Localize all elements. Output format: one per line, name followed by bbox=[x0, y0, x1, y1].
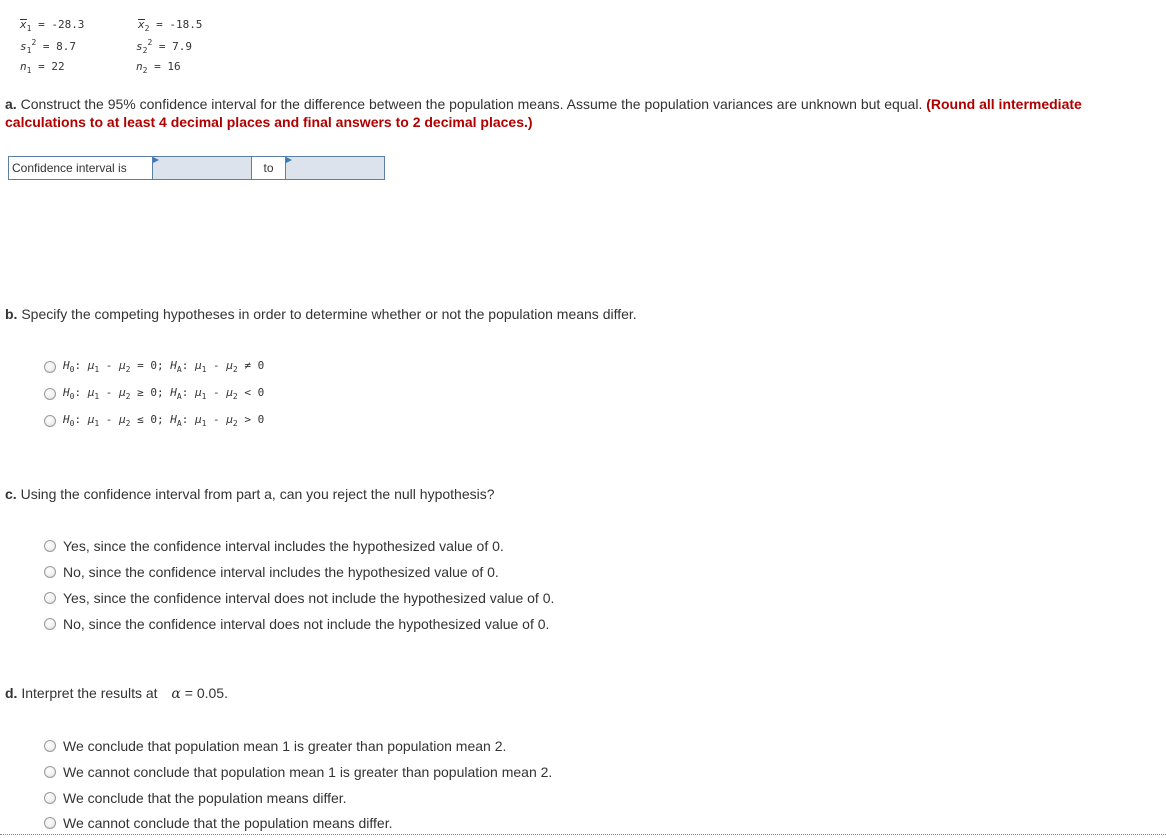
hypothesis-option-2[interactable] bbox=[44, 386, 264, 401]
s1-stat: $s_1^2 = 8.7$ bbox=[20, 38, 77, 55]
part-c-option-3[interactable]: Yes, since the confidence interval does not include the hypothesized value of 0. bbox=[44, 590, 554, 606]
part-c-option-1[interactable]: Yes, since the confidence interval includes the hypothesized value of 0. bbox=[44, 538, 504, 554]
part-a-question: a. Construct the 95% confidence interval for the difference between the population means. Assume the population variances are unknown but equal. (Round all intermediate calculations to at least 4 decimal places and final answers to 2 decimal places.) bbox=[5, 96, 1082, 130]
part-b-question: b. Specify the competing hypotheses in order to determine whether or not the population means differ. bbox=[5, 306, 637, 322]
part-c-option-2[interactable]: No, since the confidence interval includes the hypothesized value of 0. bbox=[44, 564, 499, 580]
part-c-question: c. Using the confidence interval from part a, can you reject the null hypothesis? bbox=[5, 486, 495, 502]
radio-button[interactable] bbox=[44, 592, 56, 604]
n2-stat: $n_2 = 16$ bbox=[136, 60, 181, 75]
ci-upper-input[interactable] bbox=[286, 157, 384, 179]
part-d-option-2[interactable]: We cannot conclude that population mean 1 is greater than population mean 2. bbox=[44, 764, 552, 780]
radio-button[interactable] bbox=[44, 540, 56, 552]
radio-button[interactable] bbox=[44, 817, 56, 829]
part-d-option-1[interactable]: We conclude that population mean 1 is greater than population mean 2. bbox=[44, 738, 506, 754]
bottom-divider bbox=[0, 834, 1166, 835]
hypothesis-option-3[interactable] bbox=[44, 413, 264, 428]
radio-button[interactable] bbox=[44, 766, 56, 778]
part-c-option-4[interactable]: No, since the confidence interval does not include the hypothesized value of 0. bbox=[44, 616, 549, 632]
ci-lower-input[interactable] bbox=[153, 157, 252, 179]
radio-button[interactable] bbox=[44, 740, 56, 752]
alpha-symbol: α bbox=[171, 686, 181, 702]
xbar2-stat: $x_2 = -18.5$ bbox=[138, 18, 203, 33]
part-d-option-4[interactable]: We cannot conclude that the population means differ. bbox=[44, 815, 393, 831]
radio-button[interactable] bbox=[44, 415, 56, 427]
hypothesis-text: $H_0$: $\mu_1 - \mu_2 \le 0$; $H_A$: $\mu_1 - \mu_2 > 0$ bbox=[63, 413, 265, 428]
part-d-option-3[interactable]: We conclude that the population means differ. bbox=[44, 790, 347, 806]
part-d-question: d. Interpret the results at α = 0.05. bbox=[5, 685, 228, 702]
confidence-interval-row bbox=[8, 156, 385, 180]
ci-label: Confidence interval is bbox=[9, 157, 153, 179]
s2-stat: $s_2^2 = 7.9$ bbox=[136, 38, 193, 55]
hypothesis-text: $H_0$: $\mu_1 - \mu_2 = 0$; $H_A$: $\mu_1 - \mu_2 \ne 0$ bbox=[63, 359, 265, 374]
radio-button[interactable] bbox=[44, 566, 56, 578]
radio-button[interactable] bbox=[44, 388, 56, 400]
n1-stat: $n_1 = 22$ bbox=[20, 60, 65, 75]
radio-button[interactable] bbox=[44, 618, 56, 630]
xbar1-stat: $x_1 = -28.3$ bbox=[20, 18, 85, 33]
radio-button[interactable] bbox=[44, 361, 56, 373]
hypothesis-text: $H_0$: $\mu_1 - \mu_2 \ge 0$; $H_A$: $\mu_1 - \mu_2 < 0$ bbox=[63, 386, 265, 401]
ci-to-label: to bbox=[252, 157, 286, 179]
radio-button[interactable] bbox=[44, 792, 56, 804]
hypothesis-option-1[interactable] bbox=[44, 359, 264, 374]
